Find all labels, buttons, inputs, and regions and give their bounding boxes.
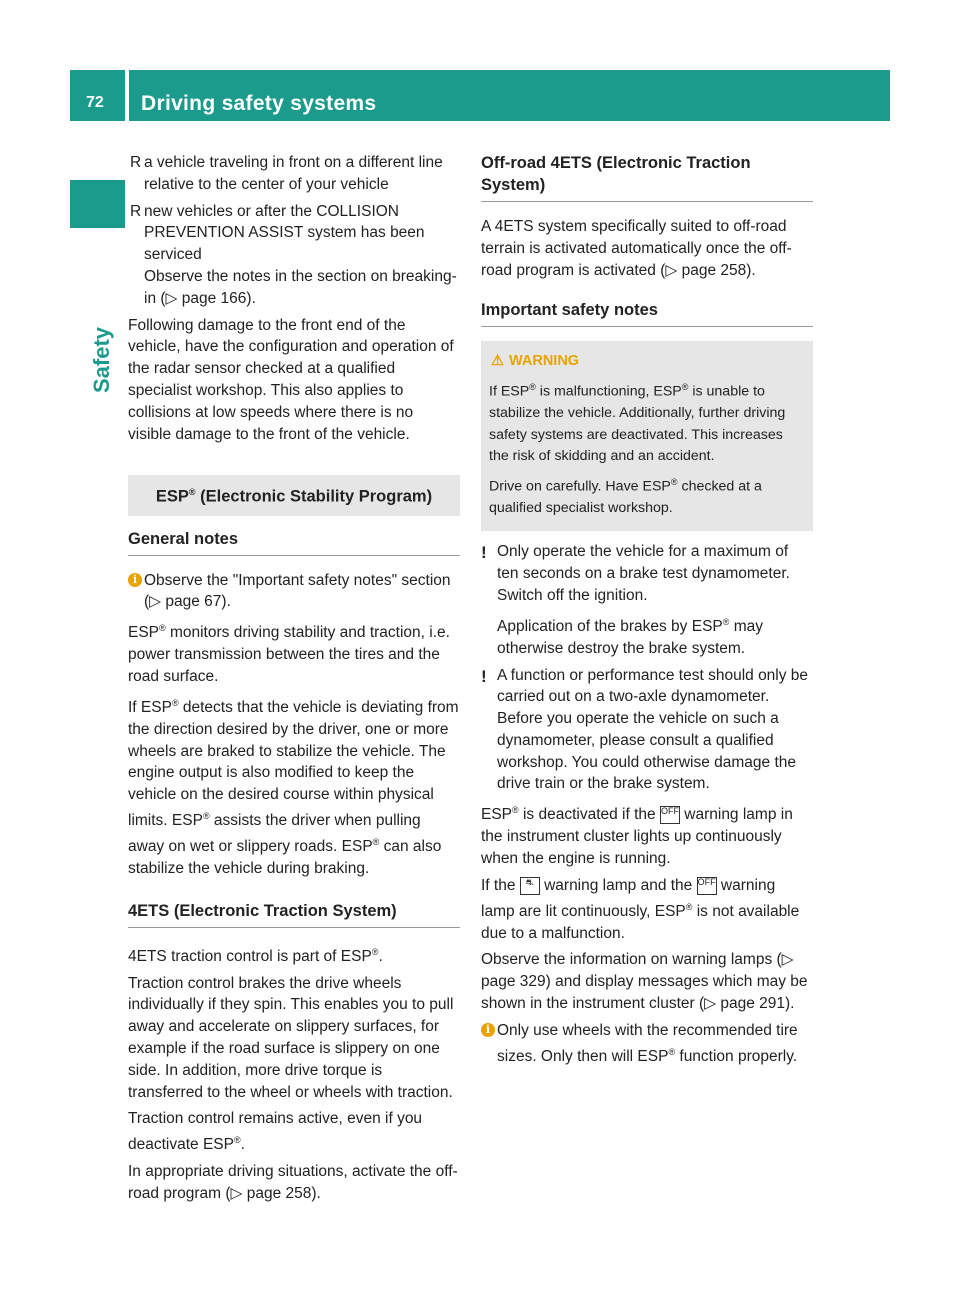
- warning-box: [481, 341, 813, 531]
- paragraph-offroad: In appropriate driving situations, activate the off-road program (▷ page 258).: [128, 1163, 458, 1202]
- caution-note: ! Only operate the vehicle for a maximum of ten seconds on a brake test dynamometer. Switch off the ignition. Application of the brakes by ESP® may otherwise destroy the brake system.: [481, 543, 790, 657]
- 4ets-heading: 4ETS (Electronic Traction System): [128, 900, 460, 928]
- esp-heading: ESP® (Electronic Stability Program): [128, 475, 460, 515]
- page-title: Driving safety systems: [141, 92, 377, 115]
- esp-off-lamp-icon: OFF: [660, 806, 680, 824]
- sidebar-label-box: [82, 320, 122, 400]
- paragraph-4ets: 4ETS traction control is part of ESP®.: [128, 946, 383, 965]
- sidebar-label: Safety: [89, 326, 114, 394]
- info-note: i Observe the "Important safety notes" section (▷ page 67).: [128, 570, 460, 614]
- right-column: [481, 152, 813, 1073]
- list-item: R new vehicles or after the COLLISION PREVENTION ASSIST system has been serviced: [130, 202, 425, 264]
- caution-note: ! A function or performance test should only be carried out on a two-axle dynamometer. Before you operate the vehicle on such a dynamometer, please consult a qualified workshop. You could otherwise damage the drive train or the brake system.: [481, 666, 809, 793]
- warning-title: ⚠ WARNING: [489, 351, 805, 373]
- paragraph-detect: If ESP® detects that the vehicle is deviating from the direction desired by the driver, one or more wheels are braked to stabilize the vehicle. The engine output is also modified to keep the vehicle on the desired course within physical limits. ESP® assists the driver when pulling away on wet or slippery roads. ESP® can also stabilize the vehicle during braking.: [128, 697, 459, 877]
- paragraph-monitor: ESP® monitors driving stability and traction, i.e. power transmission between the tires and the road surface.: [128, 623, 450, 685]
- exclamation-icon: !: [481, 543, 487, 563]
- esp-off-lamp-icon: OFF: [697, 877, 717, 895]
- sidebar-block: [70, 180, 125, 228]
- info-icon: i: [128, 573, 142, 587]
- paragraph-active: Traction control remains active, even if you deactivate ESP®.: [128, 1110, 423, 1154]
- paragraph-damage: Following damage to the front end of the vehicle, have the configuration and operation of the radar sensor checked at a qualified specialist workshop. This also applies to collisions at low speeds where there is no visible damage to the front of the vehicle.: [128, 316, 454, 443]
- page-number-box: [70, 70, 125, 121]
- info-note: i Only use wheels with the recommended tire sizes. Only then will ESP® function properly.: [481, 1020, 813, 1068]
- warning-icon: ⚠: [491, 353, 504, 370]
- safety-notes-heading: Important safety notes: [481, 299, 813, 327]
- bullet-icon: R: [130, 202, 142, 220]
- warning-text: Drive on carefully. Have ESP® checked at a qualified specialist workshop.: [489, 476, 762, 516]
- general-notes-heading: General notes: [128, 528, 460, 556]
- paragraph-if: If the ⛐ warning lamp and the OFF warning lamp are lit continuously, ESP® is not available due to a malfunction.: [481, 876, 800, 942]
- offroad-heading: Off-road 4ETS (Electronic Traction System): [481, 152, 813, 202]
- esp-lamp-icon: ⛐: [520, 877, 540, 895]
- paragraph-offroad-system: A 4ETS system specifically suited to off-road terrain is activated automatically once the off-road program is activated (▷ page 258).: [481, 218, 792, 279]
- list-item: R a vehicle traveling in front on a different line relative to the center of your vehicle: [130, 154, 443, 193]
- bullet-note: Observe the notes in the section on breaking-in (▷ page 166).: [144, 267, 457, 307]
- bullet-icon: R: [130, 154, 142, 171]
- paragraph-observe: Observe the information on warning lamps (▷ page 329) and display messages which may be shown in the instrument cluster (▷ page 291).: [481, 951, 808, 1012]
- left-column: [128, 152, 460, 1210]
- page-number: 72: [86, 94, 104, 111]
- info-icon: i: [481, 1023, 495, 1037]
- header-bar: [129, 70, 890, 121]
- paragraph-traction: Traction control brakes the drive wheels individually if they spin. This enables you to pull away and accelerate on slippery surfaces, for example if the road surface is slippery on one side. In addition, more drive torque is transferred to the wheel or wheels with traction.: [128, 974, 454, 1101]
- exclamation-icon: !: [481, 666, 487, 686]
- paragraph-deactivated: ESP® is deactivated if the OFF warning lamp in the instrument cluster lights up continuously when the engine is running.: [481, 805, 793, 868]
- warning-text: If ESP® is malfunctioning, ESP® is unable to stabilize the vehicle. Additionally, further driving safety systems are deactivated. This increases the risk of skidding and an accident.: [489, 381, 786, 465]
